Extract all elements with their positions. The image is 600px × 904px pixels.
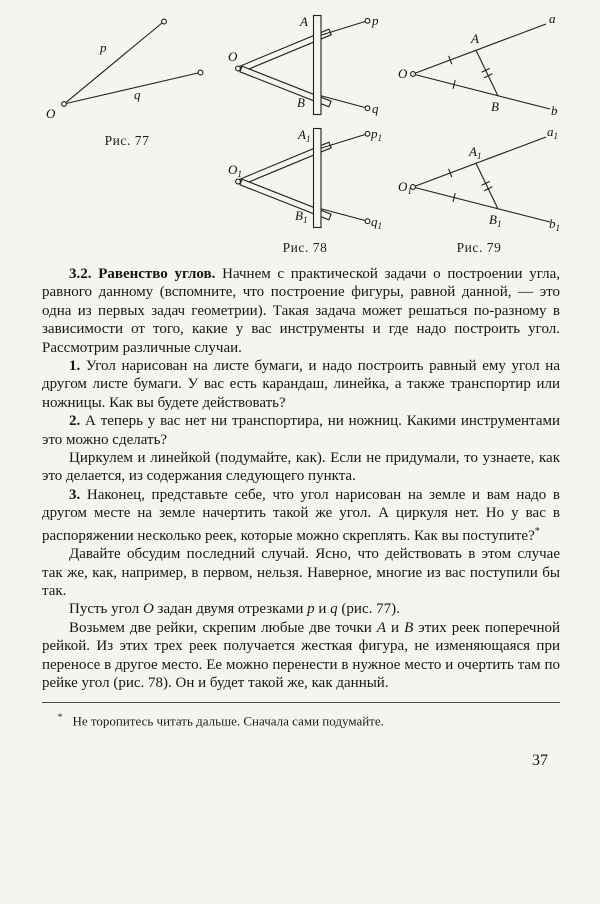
- ray-p: [320, 22, 365, 36]
- ray-a: [415, 24, 546, 73]
- text-run: Возьмем две рейки, скрепим любые две точки: [69, 619, 377, 636]
- text-run: Угол нарисован на листе бумаги, и надо построить равный ему угол на другом листе бумаги. У вас есть карандаш, линейка, а также транспортир или ножницы. Как вы будете действовать?: [42, 358, 560, 411]
- label-p: p: [100, 40, 107, 55]
- figure-78-top-drawing: [228, 12, 383, 118]
- label-p: p: [371, 13, 378, 28]
- point-O-marker: [62, 102, 67, 107]
- figure-79-top-drawing: [398, 12, 560, 118]
- ray-q: [67, 73, 199, 103]
- ray-p1: [320, 135, 365, 149]
- paragraph: [42, 357, 560, 412]
- ray-b1: [415, 188, 550, 222]
- text-run: и: [314, 601, 331, 618]
- label-O: O: [46, 106, 56, 121]
- ray-b: [415, 75, 550, 109]
- label-B1: $B_1$: [489, 212, 502, 229]
- text-run: p: [307, 601, 315, 618]
- text-run: задан двумя отрезками: [153, 601, 308, 618]
- paragraph: [42, 600, 560, 618]
- label-a: a: [549, 12, 556, 26]
- figures-row: [42, 12, 560, 256]
- point-p-marker: [365, 18, 370, 23]
- label-q: q: [134, 87, 141, 102]
- tick-AB-2: [484, 74, 492, 78]
- text-run: (рис. 77).: [337, 601, 400, 618]
- label-A1: $A_1$: [297, 127, 310, 144]
- footnote-rule: [42, 702, 560, 703]
- point-p1-marker: [365, 131, 370, 136]
- point-q1-marker: [365, 219, 370, 224]
- point-q-marker: [198, 70, 203, 75]
- label-b1: $b_1$: [549, 216, 560, 231]
- figure-78-caption: Рис. 78: [282, 240, 328, 255]
- figure-79: [398, 12, 560, 256]
- footnote-text: Не торопитесь читать дальше. Сначала сами подумайте.: [72, 713, 384, 729]
- rail-cross: [313, 129, 321, 228]
- label-A: A: [299, 14, 308, 29]
- point-q-marker: [365, 106, 370, 111]
- label-A: A: [471, 31, 479, 46]
- text-run: Начнем с практической задачи о построении угла, равного данному (вспомните, что построение фигуры, равной данной, — это одна из первых задач геометрии). Такая задача может решаться по-разному в зависимости от того, какие у вас инструменты и где надо построить угол. Рассмотрим различные случаи.: [42, 266, 561, 356]
- rail-cross: [313, 16, 321, 115]
- text-run: А теперь у вас нет ни транспортира, ни ножниц. Какими инструментами это можно сделать?: [42, 413, 560, 448]
- ray-p: [66, 23, 162, 102]
- footnote-reference: *: [534, 525, 540, 537]
- figure-77-drawing: [42, 12, 212, 124]
- tick-A1B1-2: [484, 187, 492, 191]
- text-run: O: [142, 601, 154, 618]
- point-O-marker: [411, 72, 416, 77]
- text-run: 3.2. Равенство углов.: [69, 266, 216, 282]
- segment-A1B1: [476, 163, 498, 208]
- ray-a1: [415, 137, 546, 186]
- text-run: Циркулем и линейкой (подумайте, как). Если не придумали, то узнаете, как это делается, из содержания следующего пункта.: [42, 450, 560, 485]
- tick-A1B1-1: [482, 181, 490, 185]
- paragraph: [42, 486, 560, 545]
- label-q1: $q_1$: [370, 214, 382, 231]
- text-run: B: [404, 619, 414, 636]
- point-p-marker: [162, 19, 167, 24]
- text-run: 1.: [69, 358, 81, 375]
- paragraph: [42, 265, 560, 357]
- text-run: этих реек поперечной рейкой. Из этих трех реек получается жесткая фигура, не изменяющаяся при переносе в другое место. Ее можно перенести в нужное место и очертить там по рейке угол (рис. 78). Он и будет такой же, как данный.: [42, 619, 561, 691]
- paragraph: [42, 412, 560, 449]
- figure-78: [228, 12, 383, 256]
- segment-AB: [476, 50, 498, 95]
- figure-77: [42, 12, 212, 149]
- text-run: 2.: [69, 413, 81, 430]
- text-run: Наконец, представьте себе, что угол нарисован на земле и вам надо в другом месте на земле начертить такой же угол. А циркуля нет. Но у вас в распоряжении несколько реек, которые можно скреплять. Как вы поступите?: [42, 486, 560, 544]
- text-run: A: [376, 619, 387, 636]
- label-b: b: [551, 103, 558, 118]
- paragraph: [42, 619, 560, 693]
- point-O-marker: [235, 66, 240, 71]
- text-run: Давайте обсудим последний случай. Ясно, что действовать в этом случае так же, как, например, в первом, нельзя. Наверное, многие из вас поступили бы так.: [42, 546, 560, 599]
- figure-79-caption: Рис. 79: [456, 240, 502, 255]
- label-O1: $O_1$: [227, 162, 242, 179]
- label-O: O: [227, 49, 237, 64]
- tick-AB-1: [482, 68, 490, 72]
- text-run: 3.: [69, 486, 81, 503]
- label-p1: $p_1$: [370, 126, 382, 143]
- text-run: q: [330, 601, 338, 618]
- paragraph: [42, 449, 560, 486]
- text-run: и: [386, 619, 405, 636]
- text-run: Пусть угол: [69, 601, 143, 618]
- figure-78-bottom-drawing: [228, 125, 383, 231]
- label-B1: $B_1$: [294, 208, 307, 225]
- label-B: B: [491, 99, 499, 114]
- footnote: [42, 710, 560, 729]
- point-O1-marker: [235, 179, 240, 184]
- page-number: 37: [532, 751, 548, 769]
- label-q: q: [371, 101, 378, 116]
- label-O: O: [398, 66, 408, 81]
- figure-79-bottom-drawing: [398, 125, 560, 231]
- paragraph: [42, 545, 560, 600]
- body-text: [42, 265, 560, 692]
- label-O1: $O_1$: [398, 179, 412, 196]
- footnote-marker: *: [57, 712, 63, 724]
- label-a1: $a_1$: [547, 125, 559, 141]
- label-B: B: [296, 95, 305, 110]
- figure-77-caption: Рис. 77: [104, 133, 150, 148]
- label-A1: $A_1$: [469, 144, 482, 161]
